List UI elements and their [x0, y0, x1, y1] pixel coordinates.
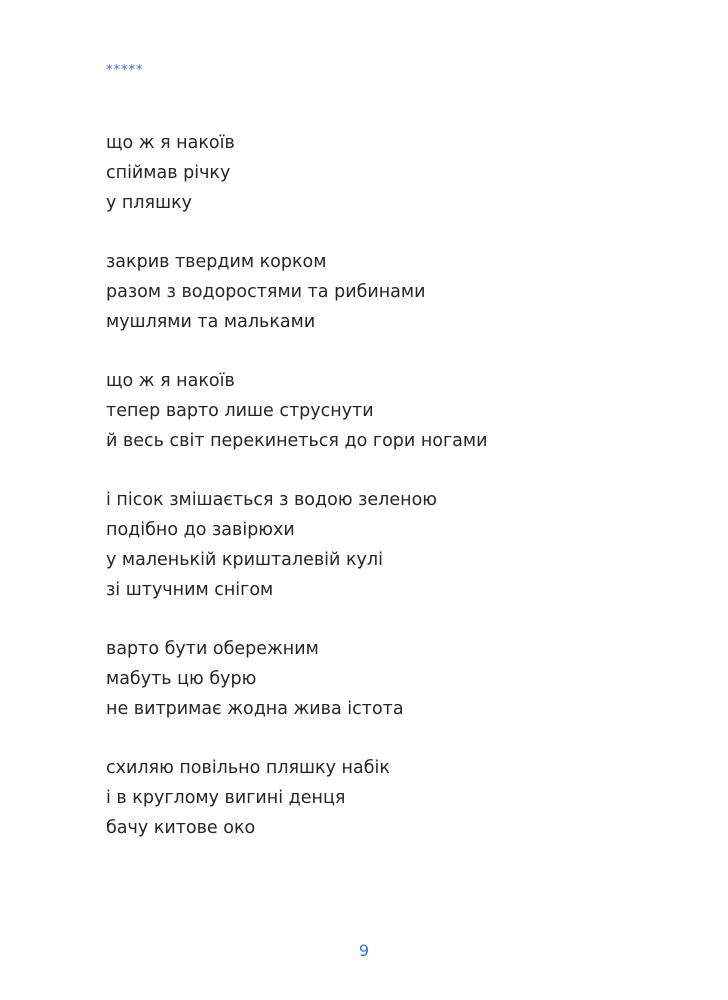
poem-line: подібно до завірюхи — [106, 520, 295, 540]
poem-line: і пісок змішається з водою зеленою — [106, 490, 438, 510]
poem-line: у пляшку — [106, 193, 193, 213]
poem-line: мушлями та мальками — [106, 312, 316, 332]
poem-line: бачу китове око — [106, 818, 256, 838]
poem-line: закрив твердим корком — [106, 252, 327, 272]
stanza — [106, 247, 686, 337]
poem-line: що ж я накоїв — [106, 133, 235, 153]
poem-line: разом з водоростями та рибинами — [106, 282, 426, 302]
stanza — [106, 366, 686, 456]
stanza — [106, 753, 686, 843]
poem-line: що ж я накоїв — [106, 371, 235, 391]
stanza — [106, 485, 686, 605]
poem-line: й весь світ перекинеться до гори ногами — [106, 431, 488, 451]
poem-body — [106, 128, 686, 872]
page-number: 9 — [358, 941, 370, 960]
poem-line: і в круглому вигині денця — [106, 788, 346, 808]
ornament-stars: ***** — [106, 63, 144, 78]
poem-line: не витримає жодна жива істота — [106, 699, 404, 719]
poem-line: у маленькій кришталевій кулі — [106, 550, 383, 570]
stanza — [106, 128, 686, 218]
poem-line: зі штучним снігом — [106, 580, 274, 600]
stanza — [106, 634, 686, 724]
poem-line: варто бути обережним — [106, 639, 319, 659]
poem-line: мабуть цю бурю — [106, 669, 257, 689]
poem-line: тепер варто лише струснути — [106, 401, 374, 421]
poem-line: спіймав річку — [106, 163, 231, 183]
poem-line: схиляю повільно пляшку набік — [106, 758, 390, 778]
